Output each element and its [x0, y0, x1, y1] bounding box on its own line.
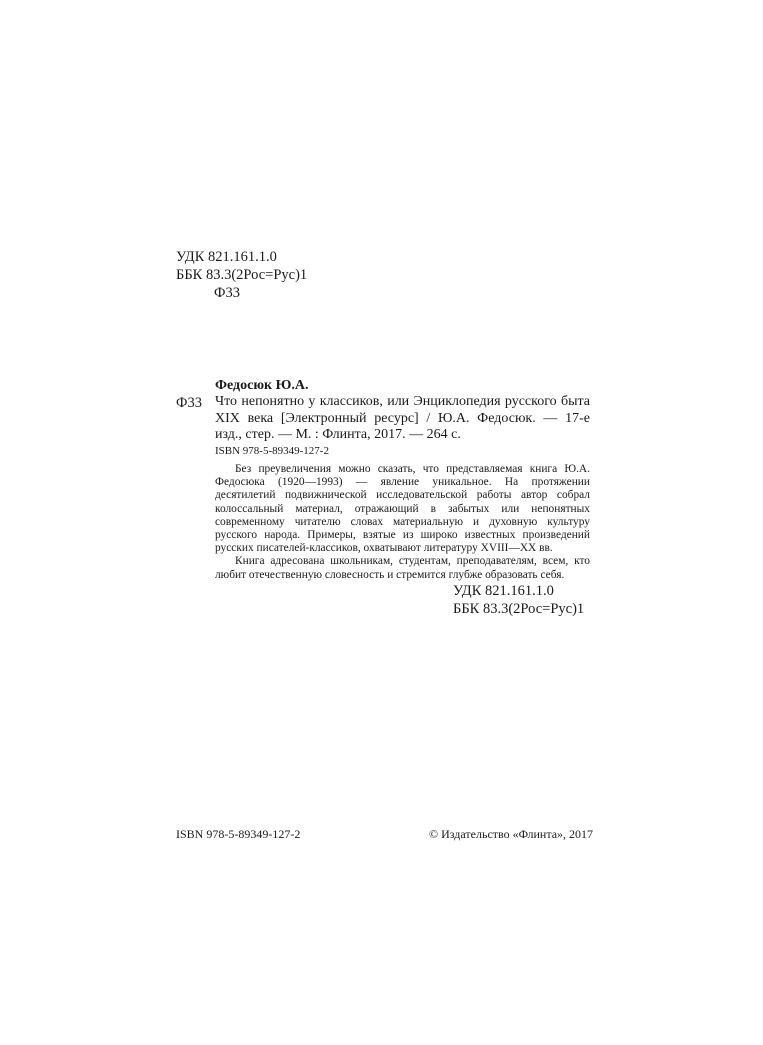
abstract — [215, 463, 590, 582]
catalog-author: Федосюк Ю.А. — [215, 378, 309, 393]
catalog-description-line-2: XIX века [Электронный ресурс] / Ю.А. Федосюк. — 17-е — [215, 410, 590, 426]
catalog-description-line-3: изд., стер. — М. : Флинта, 2017. — 264 с. — [215, 427, 461, 442]
abstract-paragraph-2: Книга адресована школьникам, студентам, преподавателям, всем, кто любит отечественную словесность и стремится глубже образовать себя. — [215, 555, 590, 581]
footer-copyright: © Издательство «Флинта», 2017 — [429, 827, 594, 841]
footer-isbn: ISBN 978-5-89349-127-2 — [176, 827, 301, 841]
catalog-isbn: ISBN 978-5-89349-127-2 — [215, 445, 329, 457]
catalog-description-line-1: Что непонятно у классиков, или Энциклопедия русского быта — [215, 394, 590, 409]
catalog-author-mark: Ф33 — [176, 395, 202, 411]
author-mark-top: Ф33 — [214, 285, 240, 301]
udk-code-top: УДК 821.161.1.0 — [176, 249, 277, 265]
catalog-description — [215, 394, 590, 444]
bbk-code-bottom: ББК 83.3(2Рос=Рус)1 — [453, 601, 585, 617]
abstract-paragraph-1: Без преувеличения можно сказать, что представляемая книга Ю.А. Федосюка (1920—1993) — явление уникальное. На протяжении десятилетий подвижнической исследовательской работы автор собрал колоссальный материал, отражающий в забытых или непонятных современному читателю словах материальную и духовную культуру русского народа. Примеры, взятые из широко известных произведений русских писателей-классиков, охватывают литературу XVIII—XX вв. — [215, 463, 590, 555]
udk-code-bottom: УДК 821.161.1.0 — [453, 583, 554, 599]
bbk-code-top: ББК 83.3(2Рос=Рус)1 — [176, 267, 308, 283]
